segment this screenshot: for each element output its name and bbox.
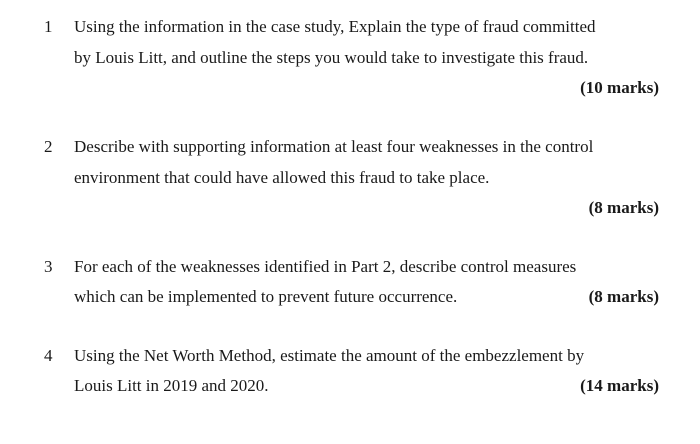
question-marks: (10 marks)	[580, 78, 659, 97]
question-text-line: which can be implemented to prevent future occurrence.	[74, 287, 458, 306]
question-text-line: Using the Net Worth Method, estimate the amount of the embezzlement by	[74, 346, 585, 365]
question-marks: (8 marks)	[588, 198, 659, 217]
question-text-line: Describe with supporting information at least four weaknesses in the control	[74, 137, 594, 156]
question-text-line: by Louis Litt, and outline the steps you would take to investigate this fraud.	[74, 48, 589, 67]
question-marks: (8 marks)	[588, 287, 659, 306]
question-marks: (14 marks)	[580, 376, 659, 395]
question-text-line: For each of the weaknesses identified in Part 2, describe control measures	[74, 257, 577, 276]
question-text-line: Using the information in the case study, Explain the type of fraud committed	[74, 17, 596, 36]
question-number: 4	[44, 346, 53, 365]
question-text-line: environment that could have allowed this fraud to take place.	[74, 168, 490, 187]
question-number: 3	[44, 257, 53, 276]
question-number: 2	[44, 137, 53, 156]
question-text-line: Louis Litt in 2019 and 2020.	[74, 376, 269, 395]
question-number: 1	[44, 17, 53, 36]
